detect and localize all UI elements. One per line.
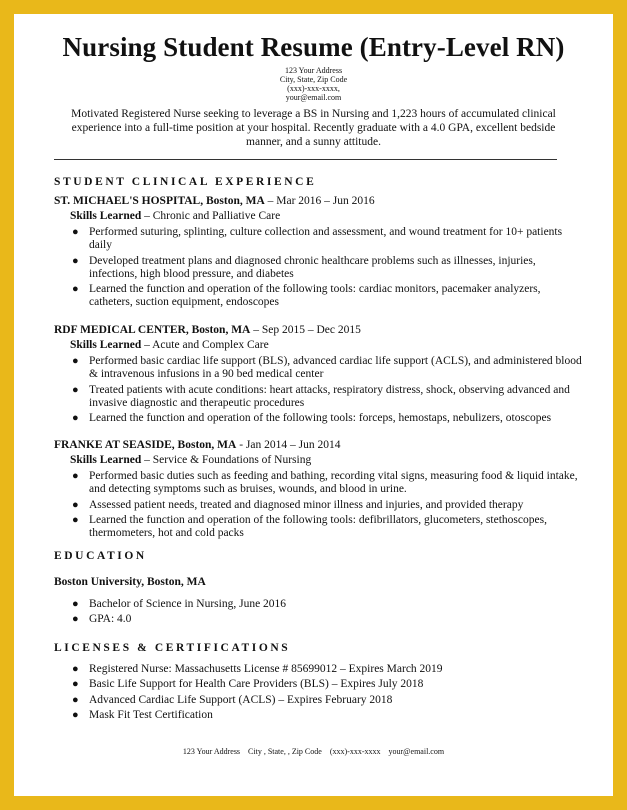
list-item: ● Learned the function and operation of the following tools: forceps, hemostaps, nebulizers, otoscopes bbox=[72, 412, 552, 425]
resume-title: Nursing Student Resume (Entry-Level RN) bbox=[62, 32, 565, 62]
list-item: ● Learned the function and operation of the following tools: cardiac monitors, pacemaker analyzers, catheters, suction equipment, endoscopes bbox=[72, 283, 541, 309]
list-item: ● Developed treatment plans and diagnosed chronic healthcare problems such as illnesses, injuries, infections, high blood pressure, and diabetes bbox=[72, 254, 536, 280]
list-item: ● GPA: 4.0 bbox=[72, 613, 132, 626]
list-item: ● Performed suturing, splinting, culture collection and assessment, and wound treatment for 10+ patients daily bbox=[72, 226, 563, 252]
bullet-icon: ● bbox=[72, 470, 79, 482]
list-item: ● Treated patients with acute conditions: heart attacks, respiratory distress, shock, observing advanced and invasive diagnostic and therapeutic procedures bbox=[72, 383, 570, 409]
job-dates: - Jan 2014 – Jun 2014 bbox=[236, 439, 341, 451]
education-list bbox=[54, 596, 583, 627]
contact-email: your@email.com bbox=[285, 93, 342, 102]
footer-contact bbox=[14, 747, 613, 756]
job-dates: – Mar 2016 – Jun 2016 bbox=[264, 195, 375, 207]
job-entry bbox=[54, 323, 583, 425]
job-organization: FRANKE AT SEASIDE, Boston, MA bbox=[54, 439, 237, 451]
bullet-icon: ● bbox=[72, 598, 79, 610]
job-header bbox=[54, 438, 583, 453]
bullet-icon: ● bbox=[72, 355, 79, 367]
bullet-icon: ● bbox=[72, 498, 79, 511]
job-organization: ST. MICHAEL'S HOSPITAL, Boston, MA bbox=[54, 195, 265, 207]
bullet-icon: ● bbox=[72, 513, 79, 526]
bullet-icon: ● bbox=[72, 663, 79, 675]
list-item: ● Assessed patient needs, treated and diagnosed minor illness and injuries, and provided therapy bbox=[72, 498, 524, 511]
list-item: ● Basic Life Support for Health Care Providers (BLS) – Expires July 2018 bbox=[72, 678, 424, 691]
bullet-icon: ● bbox=[72, 678, 79, 691]
bullet-icon: ● bbox=[72, 613, 79, 626]
list-item: ● Performed basic cardiac life support (BLS), advanced cardiac life support (ACLS), and administered blood & intravenous infusions in a 90 bed medical center bbox=[72, 355, 582, 381]
bullet-icon: ● bbox=[72, 383, 79, 396]
bullet-icon: ● bbox=[72, 412, 79, 425]
bullet-list bbox=[54, 470, 583, 540]
skills-label: Skills Learned bbox=[70, 210, 142, 222]
job-entry bbox=[54, 194, 583, 310]
footer-phone: (xxx)-xxx-xxxx bbox=[329, 747, 381, 756]
job-entry bbox=[54, 438, 583, 540]
contact-city: City, State, Zip Code bbox=[279, 75, 348, 84]
contact-address: 123 Your Address bbox=[284, 66, 343, 75]
section-title-clinical: STUDENT CLINICAL EXPERIENCE bbox=[54, 176, 317, 188]
skills-text: – Acute and Complex Care bbox=[141, 339, 269, 351]
footer-address: 123 Your Address bbox=[182, 747, 241, 756]
skills-line bbox=[70, 453, 583, 468]
job-header bbox=[54, 323, 583, 338]
list-item: ● Bachelor of Science in Nursing, June 2016 bbox=[72, 598, 287, 610]
list-item: ● Performed basic duties such as feeding and bathing, recording vital signs, measuring food & liquid intake, and detecting symptoms such as bruises, wounds, and blood in urine. bbox=[72, 470, 578, 496]
skills-label: Skills Learned bbox=[70, 339, 142, 351]
bullet-icon: ● bbox=[72, 226, 79, 238]
list-item: ● Advanced Cardiac Life Support (ACLS) – Expires February 2018 bbox=[72, 693, 393, 706]
bullet-icon: ● bbox=[72, 708, 79, 721]
summary-paragraph: Motivated Registered Nurse seeking to leverage a BS in Nursing and 1,223 hours of accumulated clinical experience into a full-time position at your hospital. Recently graduate with a 4.0 GPA, excellent bedside manner, and a sunny attitude. bbox=[71, 108, 556, 148]
footer-city: City , State, , Zip Code bbox=[248, 747, 322, 756]
bullet-list bbox=[54, 226, 583, 310]
skills-line bbox=[70, 338, 583, 353]
list-item: ● Learned the function and operation of the following tools: defibrillators, glucometers, stethoscopes, thermometers, hot and cold packs bbox=[72, 513, 547, 540]
resume-page bbox=[14, 14, 613, 796]
bullet-icon: ● bbox=[72, 254, 79, 267]
licenses-list bbox=[54, 661, 583, 722]
bullet-icon: ● bbox=[72, 693, 79, 706]
skills-text: – Chronic and Palliative Care bbox=[141, 210, 281, 222]
education-school: Boston University, Boston, MA bbox=[54, 576, 206, 588]
section-title-licenses: LICENSES & CERTIFICATIONS bbox=[54, 642, 291, 654]
job-organization: RDF MEDICAL CENTER, Boston, MA bbox=[54, 324, 251, 336]
section-title-education: EDUCATION bbox=[54, 550, 147, 562]
contact-phone: (xxx)-xxx-xxxx, bbox=[287, 84, 340, 93]
bullet-list bbox=[54, 663, 583, 722]
list-item: ● Registered Nurse: Massachusetts License # 85699012 – Expires March 2019 bbox=[72, 663, 443, 675]
skills-line bbox=[70, 209, 583, 224]
job-header bbox=[54, 194, 583, 209]
divider-line bbox=[54, 159, 557, 160]
skills-label: Skills Learned bbox=[70, 454, 142, 466]
bullet-list bbox=[54, 598, 583, 627]
list-item: ● Mask Fit Test Certification bbox=[72, 708, 213, 721]
skills-text: – Service & Foundations of Nursing bbox=[141, 454, 312, 466]
bullet-list bbox=[54, 355, 583, 425]
job-dates: – Sep 2015 – Dec 2015 bbox=[250, 324, 361, 336]
footer-email: your@email.com bbox=[388, 747, 445, 756]
contact-block bbox=[14, 66, 613, 102]
bullet-icon: ● bbox=[72, 283, 79, 296]
